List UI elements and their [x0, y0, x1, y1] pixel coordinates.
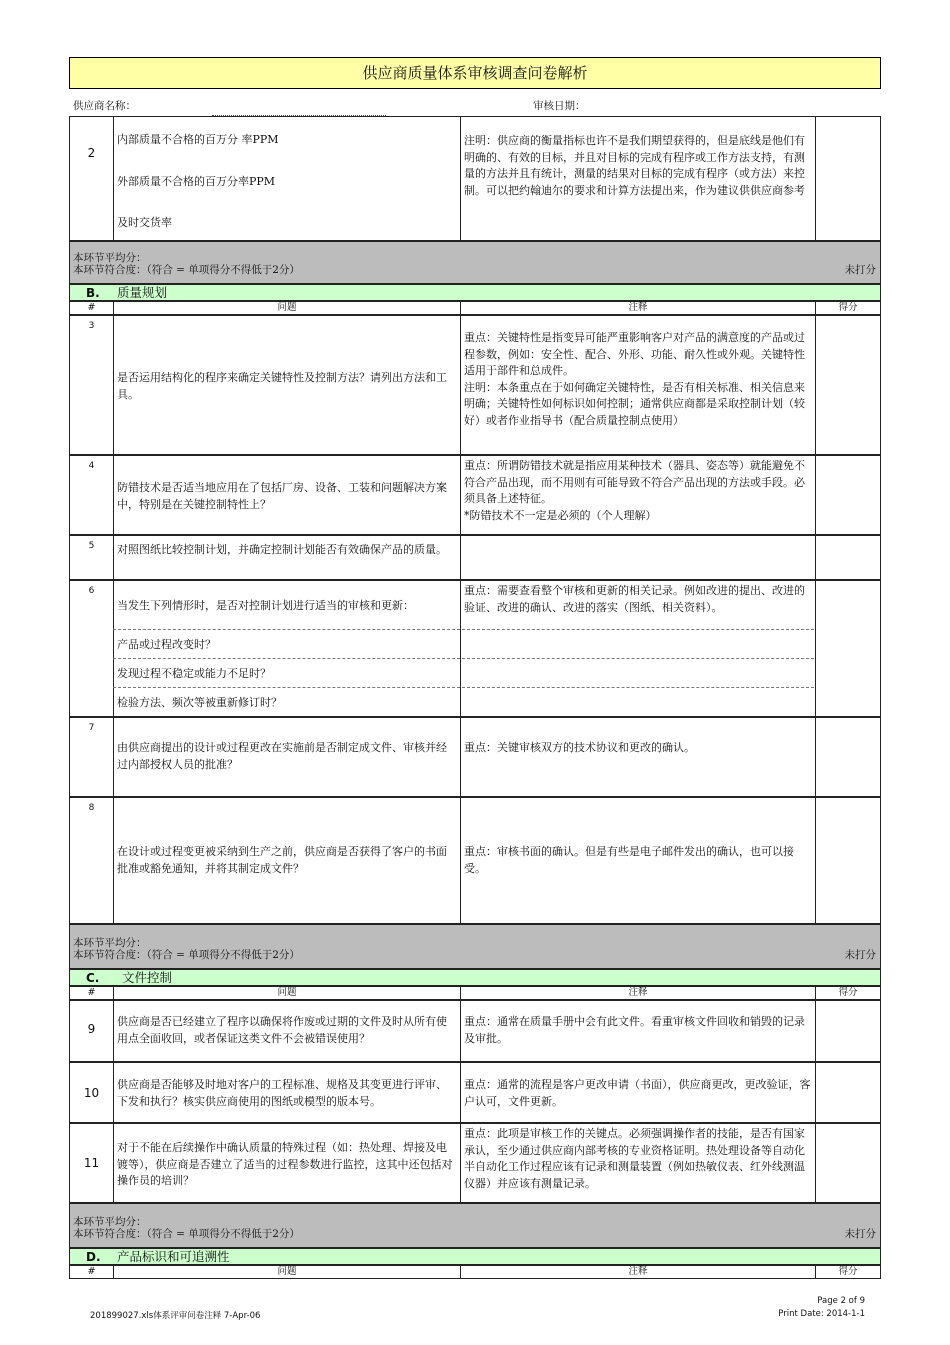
footer-filename: 201899027.xls体系评审问卷注释 7-Apr-06 — [90, 1311, 261, 1321]
item-10-note: 重点：通常的流程是客户更改申请（书面），供应商更改，更改验证，客户认可，文件更新。 — [460, 1062, 816, 1123]
summary-c-status: 未打分 — [844, 1228, 876, 1240]
item-11-score[interactable] — [815, 1123, 881, 1203]
item-9-score[interactable] — [815, 1000, 881, 1062]
summary-c-avg: 本环节平均分： — [73, 1216, 147, 1228]
footer-print-date: Print Date: 2014-1-1 — [778, 1309, 865, 1319]
item-4-question: 防错技术是否适当地应用在了包括厂房、设备、工装和问题解决方案中，特别是在关键控制特性上？ — [113, 455, 461, 535]
col-header-score-d: 得分 — [815, 1265, 881, 1279]
item-3-score[interactable] — [815, 315, 881, 455]
audit-date-label: 审核日期： — [533, 100, 586, 112]
section-b-header — [69, 284, 881, 301]
summary-a-conform: 本环节符合度：（符合 = 单项得分不得低于2分） — [73, 264, 300, 276]
item-6-score[interactable] — [815, 580, 881, 717]
item-3-number: 3 — [69, 315, 114, 455]
section-d-header — [69, 1248, 881, 1265]
summary-a-row — [69, 241, 881, 284]
item-4-note: 重点：所谓防错技术就是指应用某种技术（器具、姿态等）就能避免不符合产品出现，而不用则有可能导致不符合产品出现的方法或手段。必须具备上述特征。 *防错技术不一定是必须的（个人理解） — [460, 455, 816, 535]
item-8-note: 重点：审核书面的确认。但是有些是电子邮件发出的确认，也可以接受。 — [460, 797, 816, 924]
col-header-question-c: 问题 — [113, 986, 461, 1000]
item-8-score[interactable] — [815, 797, 881, 924]
section-d-letter: D. — [86, 1250, 101, 1264]
item-2-line-ppm-internal: 内部质量不合格的百万分 率PPM — [117, 133, 279, 146]
item-7-note: 重点：关键审核双方的技术协议和更改的确认。 — [460, 717, 816, 797]
summary-b-status: 未打分 — [844, 949, 876, 961]
item-11-number: 11 — [69, 1123, 114, 1203]
item-7-score[interactable] — [815, 717, 881, 797]
summary-c-row — [69, 1203, 881, 1248]
item-7-number: 7 — [69, 717, 114, 797]
item-10-score[interactable] — [815, 1062, 881, 1123]
section-c-letter: C. — [86, 971, 100, 985]
page-title: 供应商质量体系审核调查问卷解析 — [69, 57, 881, 89]
item-6-divider-3 — [113, 687, 814, 688]
col-header-no-b: # — [69, 301, 114, 315]
item-6-divider-2 — [113, 658, 814, 659]
item-6-sub-2: 发现过程不稳定或能力不足时？ — [117, 667, 271, 680]
item-10-number: 10 — [69, 1062, 114, 1123]
item-5-score[interactable] — [815, 535, 881, 580]
item-7-question: 由供应商提出的设计或过程更改在实施前是否制定成文件、审核并经过内部授权人员的批准？ — [113, 717, 461, 797]
col-header-note-c: 注释 — [460, 986, 816, 1000]
item-5-note — [460, 535, 816, 580]
supplier-name-label: 供应商名称： — [73, 100, 136, 112]
item-11-note: 重点：此项是审核工作的关键点。必须强调操作者的技能，是否有国家承认，至少通过供应商内部考核的专业资格证明。热处理设备等自动化半自动化工作过程应该有记录和测量装置（例如热敏仪表、红外线测温仪器）并应该有测量记录。 — [460, 1123, 816, 1203]
item-9-note: 重点：通常在质量手册中会有此文件。看重审核文件回收和销毁的记录及审批。 — [460, 1000, 816, 1062]
item-11-question: 对于不能在后续操作中确认质量的特殊过程（如：热处理、焊接及电镀等），供应商是否建立了适当的过程参数进行监控，这其中还包括对操作员的培训？ — [113, 1123, 461, 1203]
item-2-number-cell — [69, 116, 114, 241]
item-6-divider-1 — [113, 629, 814, 630]
item-2-line-ppm-external: 外部质量不合格的百万分率PPM — [117, 175, 276, 188]
item-6-question: 当发生下列情形时，是否对控制计划进行适当的审核和更新： — [117, 599, 414, 612]
section-b-title: 质量规划 — [117, 285, 168, 300]
item-6-sub-3: 检验方法、频次等被重新修订时？ — [117, 696, 282, 709]
item-9-number: 9 — [69, 1000, 114, 1062]
footer-page-number: Page 2 of 9 — [817, 1296, 865, 1306]
col-header-score-c: 得分 — [815, 986, 881, 1000]
item-2-note: 注明：供应商的衡量指标也许不是我们期望获得的，但是底线是他们有明确的、有效的目标，并且对目标的完成有程序或工作方法支持，有测量的方法并且有统计，测量的结果对目标的完成有程序（或方法）来控制。可以把约翰迪尔的要求和计算方法提出来，作为建议供供应商参考 — [460, 116, 816, 241]
item-8-question: 在设计或过程变更被采纳到生产之前，供应商是否获得了客户的书面批准或豁免通知，并将其制定成文件？ — [113, 797, 461, 924]
section-c-title: 文件控制 — [122, 970, 173, 985]
section-c-header — [69, 969, 881, 986]
summary-b-conform: 本环节符合度：（符合 = 单项得分不得低于2分） — [73, 949, 300, 961]
summary-b-row — [69, 924, 881, 969]
item-6-number: 6 — [69, 580, 114, 717]
col-header-question-b: 问题 — [113, 301, 461, 315]
col-header-no-c: # — [69, 986, 114, 1000]
item-2-line-delivery: 及时交货率 — [117, 216, 172, 229]
item-9-question: 供应商是否已经建立了程序以确保将作废或过期的文件及时从所有使用点全面收回，或者保证这类文件不会被错误使用？ — [113, 1000, 461, 1062]
item-3-note: 重点：关键特性是指变异可能严重影响客户对产品的满意度的产品或过程参数，例如：安全性、配合、外形、功能、耐久性或外观。关键特性适用于部件和总成件。 注明：本条重点在于如何确定关键特性，是否有相关标准、相关信息来明确；关键特性如何标识如何控制；通常供应商都是采取控制计划（较好）或者作业指导书（配合质量控制点使用） — [460, 315, 816, 455]
col-header-question-d: 问题 — [113, 1265, 461, 1279]
item-4-score[interactable] — [815, 455, 881, 535]
section-d-title: 产品标识和可追溯性 — [117, 1249, 230, 1264]
summary-c-conform: 本环节符合度：（符合 = 单项得分不得低于2分） — [73, 1228, 300, 1240]
item-8-number: 8 — [69, 797, 114, 924]
item-3-question: 是否运用结构化的程序来确定关键特性及控制方法？请列出方法和工具。 — [113, 315, 461, 455]
col-header-score-b: 得分 — [815, 301, 881, 315]
item-5-number: 5 — [69, 535, 114, 580]
summary-a-status: 未打分 — [844, 264, 876, 276]
item-5-question: 对照图纸比较控制计划，并确定控制计划能否有效确保产品的质量。 — [113, 535, 461, 580]
item-6-note: 重点：需要查看整个审核和更新的相关记录。例如改进的提出、改进的验证、改进的确认、改进的落实（图纸、相关资料）。 — [460, 580, 816, 717]
col-header-note-d: 注释 — [460, 1265, 816, 1279]
col-header-note-b: 注释 — [460, 301, 816, 315]
item-2-number: 2 — [87, 146, 96, 160]
item-6-sub-1: 产品或过程改变时？ — [117, 638, 216, 651]
summary-b-avg: 本环节平均分： — [73, 937, 147, 949]
section-b-letter: B. — [86, 286, 100, 300]
summary-a-avg: 本环节平均分： — [73, 252, 147, 264]
item-2-score[interactable] — [815, 116, 881, 241]
supplier-name-field[interactable] — [212, 104, 386, 116]
item-4-number: 4 — [69, 455, 114, 535]
col-header-no-d: # — [69, 1265, 114, 1279]
item-10-question: 供应商是否能够及时地对客户的工程标准、规格及其变更进行评审、下发和执行？核实供应商使用的图纸或模型的版本号。 — [113, 1062, 461, 1123]
